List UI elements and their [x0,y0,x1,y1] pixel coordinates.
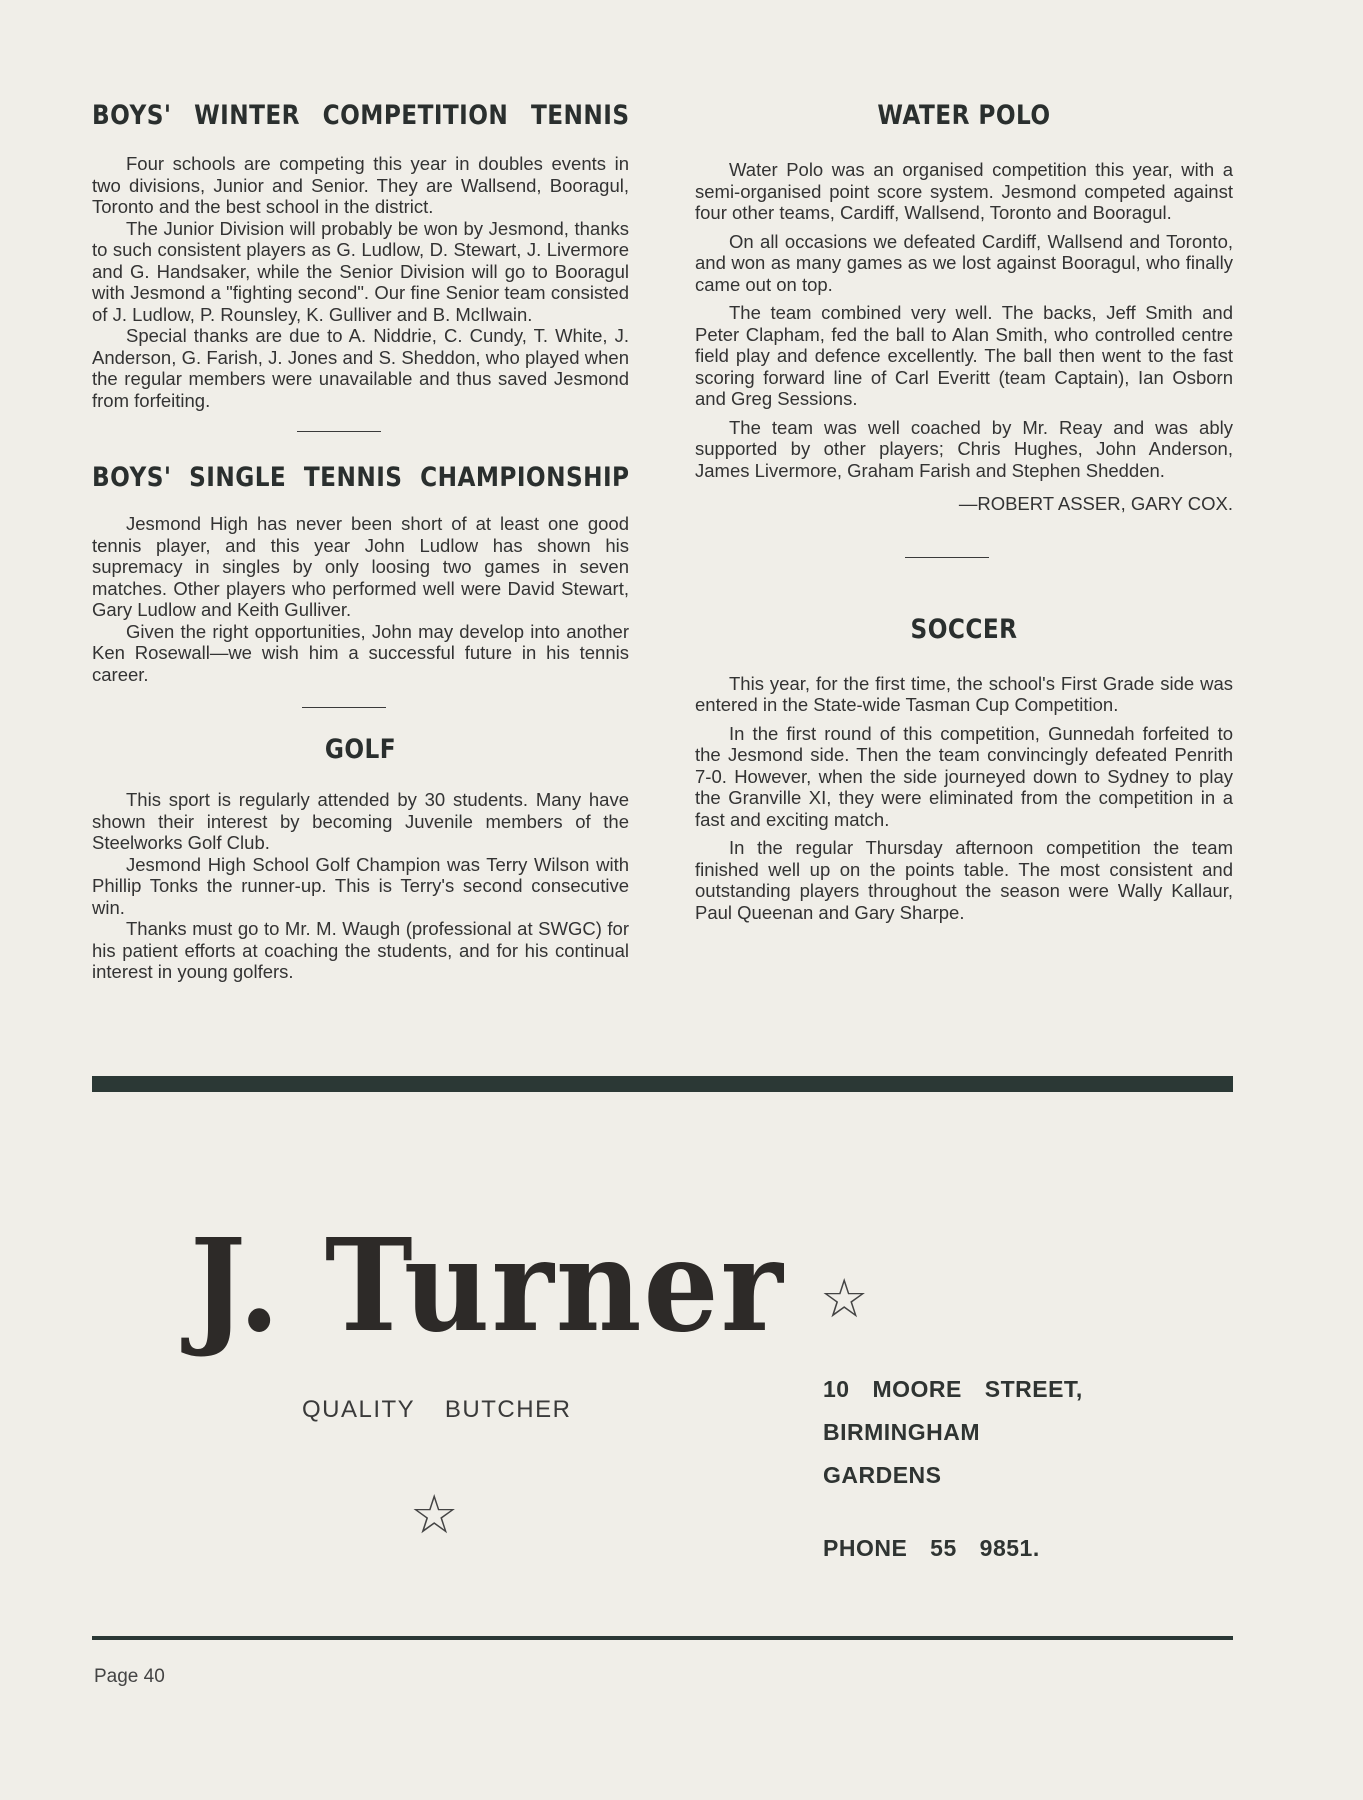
star-icon: ☆ [820,1269,869,1329]
advert-address-line: GARDENS [823,1462,942,1488]
turner-logo: J. Turner [190,1210,785,1361]
water-polo-heading: WATER POLO [877,100,1051,131]
heading-word: SINGLE [189,462,287,493]
heading-word: CHAMPIONSHIP [420,462,630,493]
article-paragraph: The Junior Division will probably be won by Jesmond, thanks to such consistent players as G. Ludlow, D. Stewart, J. Livermore and G. Handsaker, while the Senior Division will go to Booragul with Jesmond a "fighting second". Our fine Senior team consisted of J. Ludlow, P. Rounsley, K. Gulliver and B. McIlwain. [92,217,629,325]
article-paragraph: This sport is regularly attended by 30 students. Many have shown their interest by becoming Juvenile members of the Steelworks Golf Club. [92,789,629,853]
article-paragraph: Given the right opportunities, John may develop into another Ken Rosewall—we wish him a successful future in his tennis career. [92,620,629,685]
heading-word: TENNIS [530,100,630,131]
page-number: Page 40 [94,1666,165,1687]
heading-word: TENNIS [303,462,403,493]
article-paragraph: The team combined very well. The backs, Jeff Smith and Peter Clapham, fed the ball to Alan Smith, who controlled centre field play and defence excellently. The ball then went to the fast scoring forward line of Carl Everitt (team Captain), Ian Osborn and Greg Sessions. [695,302,1233,409]
advert-tagline: QUALITY BUTCHER [302,1396,572,1423]
heading-word: BOYS' [92,462,172,493]
article-paragraph: Special thanks are due to A. Niddrie, C. Cundy, T. White, J. Anderson, G. Farish, J. Jones and S. Sheddon, who played when the regular members were unavailable and thus saved Jesmond from forfeiting. [92,325,629,411]
article-paragraph: The team was well coached by Mr. Reay and was ably supported by other players; Chris Hughes, John Anderson, James Livermore, Graham Farish and Stephen Shedden. [695,416,1233,481]
advert-phone: PHONE 55 9851. [823,1535,1040,1561]
soccer-heading: SOCCER [910,613,1018,645]
footer-rule [92,1636,1233,1640]
article-paragraph: This year, for the first time, the school's First Grade side was entered in the State-wide Tasman Cup Competition. [695,672,1233,715]
article-paragraph: Thanks must go to Mr. M. Waugh (professional at SWGC) for his patient efforts at coaching the students, and for his continual interest in young golfers. [92,918,629,982]
article-paragraph: Four schools are competing this year in doubles events in two divisions, Junior and Senior. They are Wallsend, Booragul, Toronto and the best school in the district. [92,153,629,217]
advert-address-line: BIRMINGHAM [823,1419,981,1445]
article-signature: —ROBERT ASSER, GARY COX. [958,493,1233,514]
heading-word: COMPETITION [322,100,509,131]
article-paragraph: In the first round of this competition, Gunnedah forfeited to the Jesmond side. Then the team convincingly defeated Penrith 7-0. However, when the side journeyed down to Sydney to play the Granville XI, they were eliminated from the competition in a fast and exciting match. [695,722,1233,830]
article-paragraph: On all occasions we defeated Cardiff, Wallsend and Toronto, and won as many games as we lost against Booragul, who finally came out on top. [695,230,1233,295]
left-column [92,100,629,983]
right-column [695,100,1233,930]
boys-single-tennis-heading [92,462,630,493]
section-divider [297,431,381,432]
article-paragraph: Water Polo was an organised competition this year, with a semi-organised point score system. Jesmond competed against four other teams, Cardiff, Wallsend, Toronto and Booragul. [695,159,1233,223]
heading-word: WINTER [194,100,300,131]
star-icon: ☆ [410,1485,459,1545]
heading-word: BOYS' [92,100,172,131]
article-paragraph: Jesmond High School Golf Champion was Terry Wilson with Phillip Tonks the runner-up. This is Terry's second consecutive win. [92,853,629,918]
boys-winter-tennis-heading [92,100,630,131]
advert-address-line: 10 MOORE STREET, [823,1376,1083,1402]
article-paragraph: In the regular Thursday afternoon competition the team finished well up on the points table. The most consistent and outstanding players throughout the season were Wally Kallaur, Paul Queenan and Gary Sharpe. [695,837,1233,923]
section-divider [905,557,989,558]
article-paragraph: Jesmond High has never been short of at least one good tennis player, and this year John Ludlow has shown his supremacy in singles by only loosing two games in seven matches. Other players who performed well were David Stewart, Gary Ludlow and Keith Gulliver. [92,513,629,620]
advert-top-band [92,1076,1233,1092]
section-divider [302,707,386,708]
golf-heading: GOLF [324,734,397,765]
